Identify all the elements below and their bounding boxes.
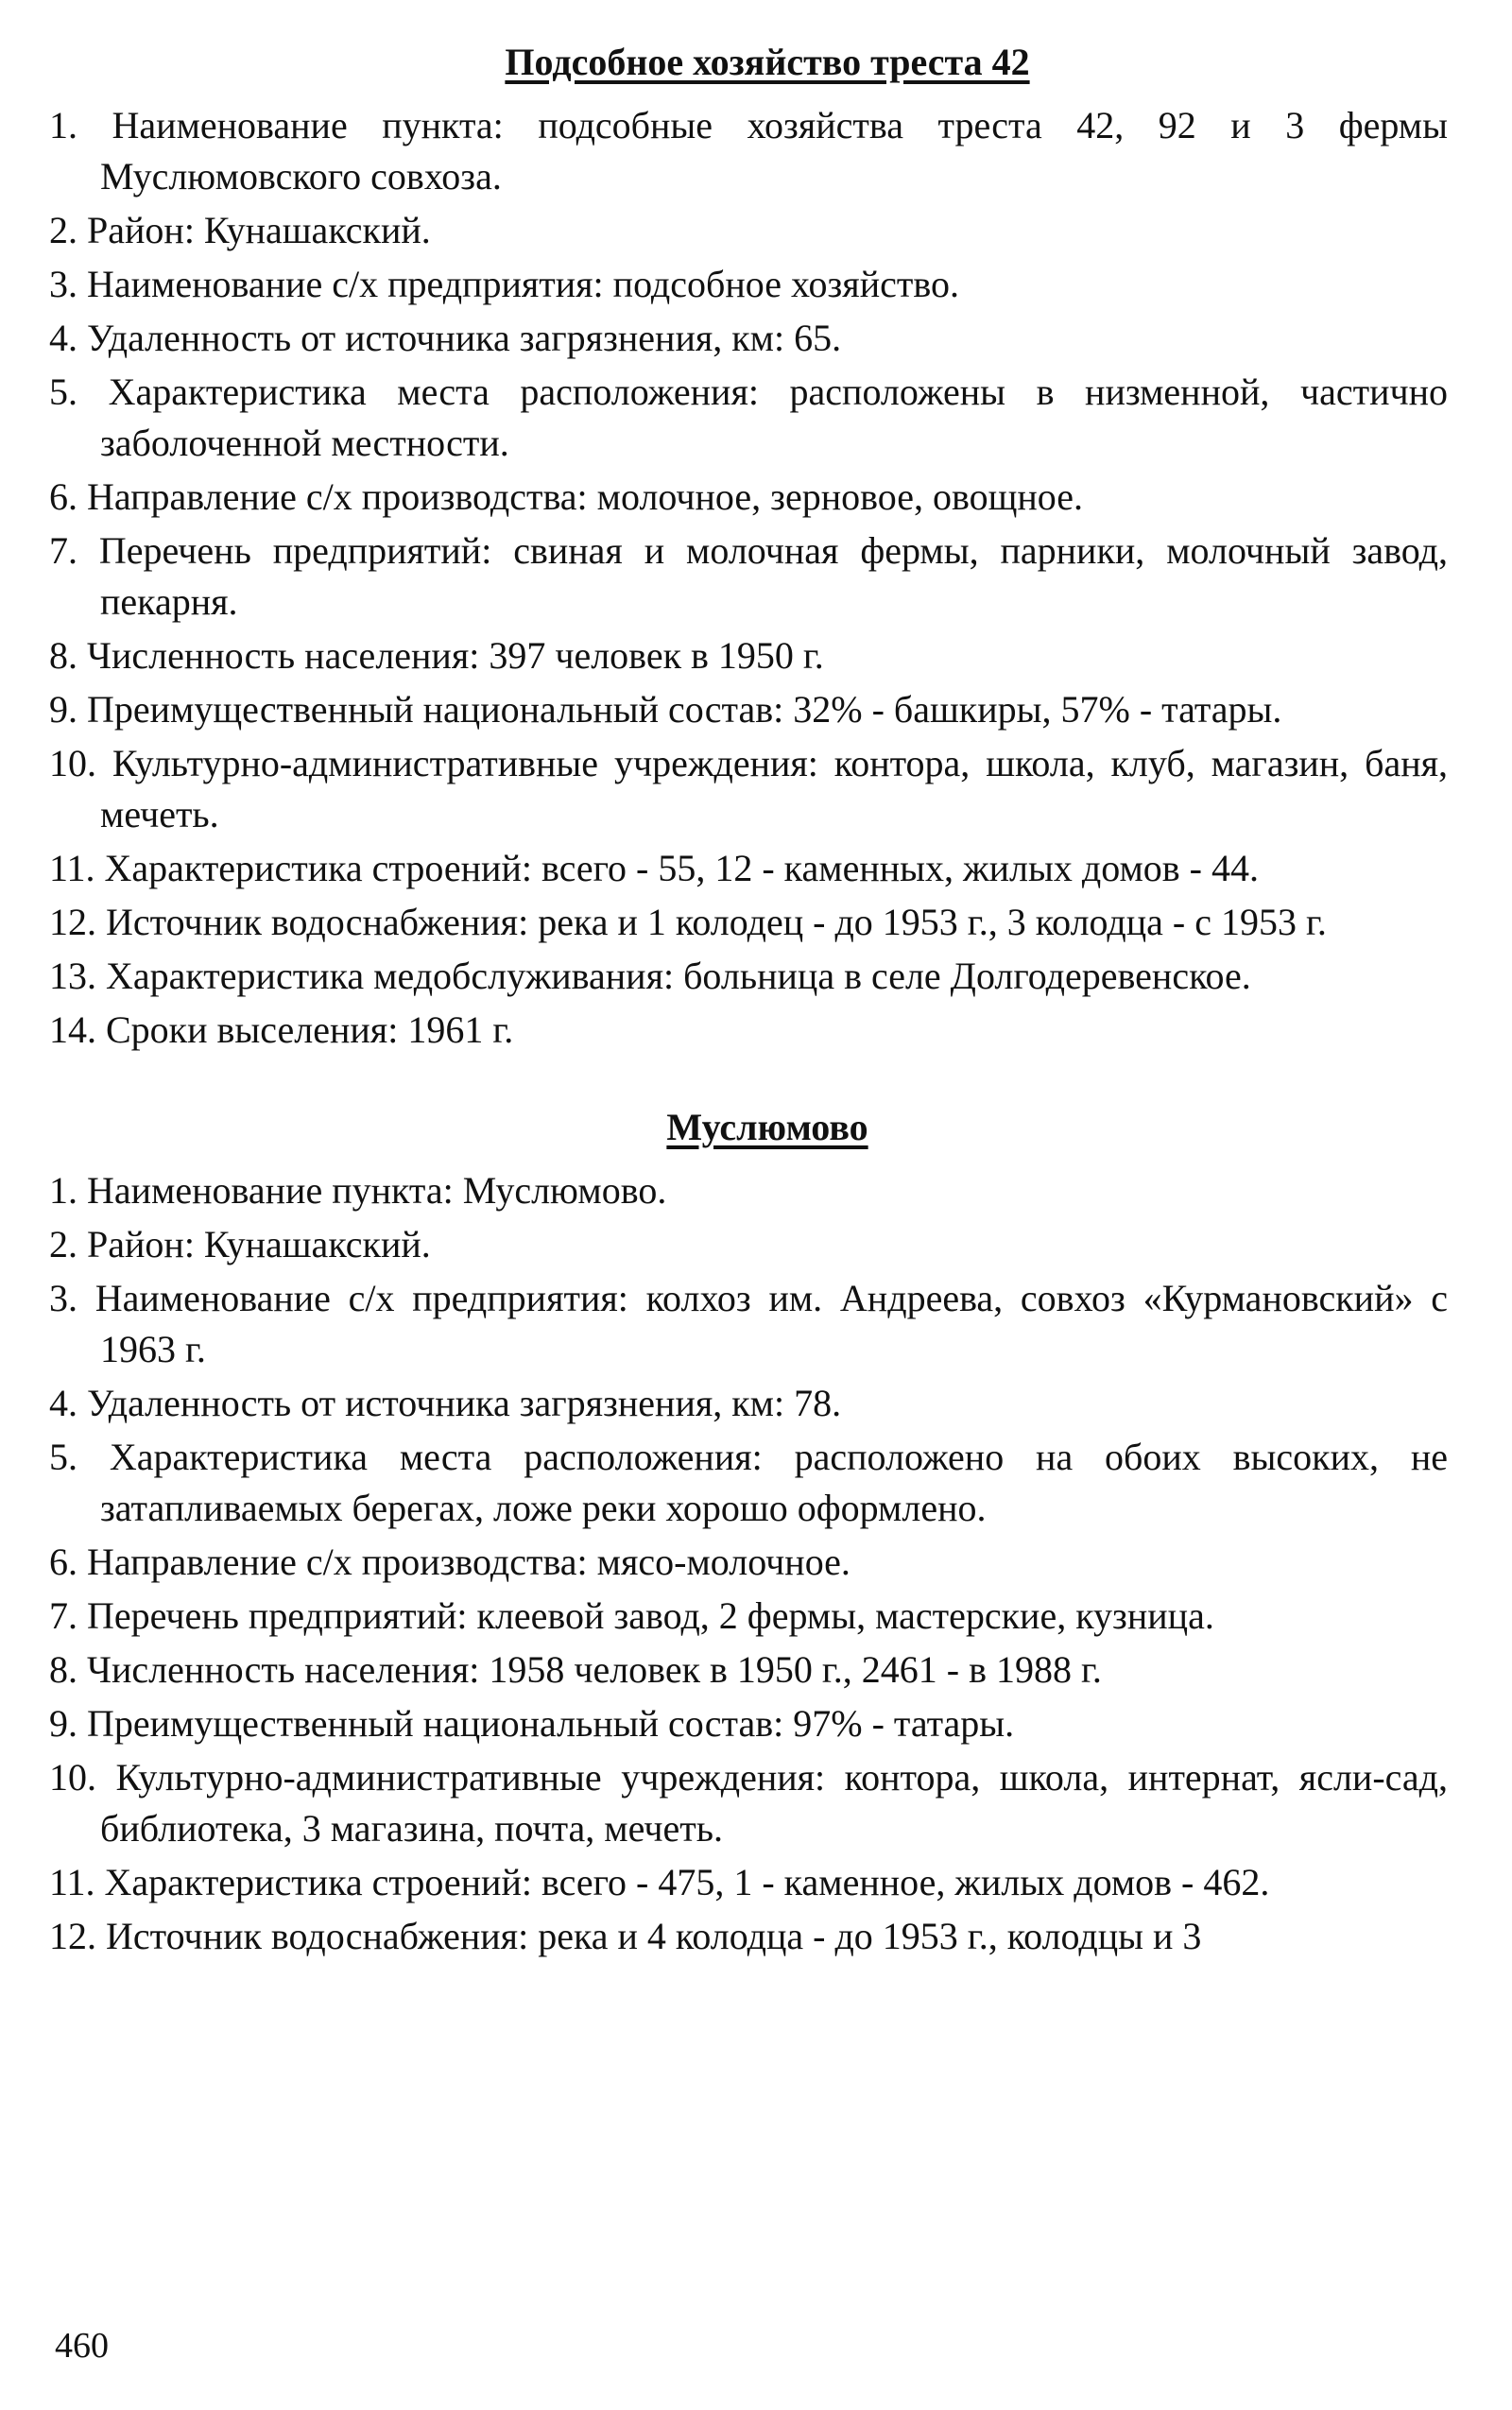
list-item: 4. Удаленность от источника загрязнения, км: 78. — [49, 1382, 842, 1424]
list-item: 9. Преимущественный национальный состав: 32% - башкиры, 57% - татары. — [49, 688, 1282, 731]
section-list-trust-42 — [49, 100, 1448, 1056]
list-item: 12. Источник водоснабжения: река и 1 колодец - до 1953 г., 3 колодца - с 1953 г. — [49, 901, 1327, 943]
list-item: 13. Характеристика медобслуживания: больница в селе Долгодеревенское. — [49, 955, 1251, 997]
section-list-muslyumovo — [49, 1165, 1448, 1962]
list-item: 3. Наименование с/х предприятия: подсобное хозяйство. — [49, 263, 959, 305]
section-title-trust-42: Подсобное хозяйство треста 42 — [505, 41, 1030, 83]
list-item: 8. Численность населения: 1958 человек в 1950 г., 2461 - в 1988 г. — [49, 1648, 1102, 1691]
list-item: 1. Наименование пункта: подсобные хозяйства треста 42, 92 и 3 фермы Муслюмовского совхоза. — [49, 104, 1448, 198]
list-item: 10. Культурно-административные учреждения: контора, школа, клуб, магазин, баня, мечеть. — [49, 742, 1448, 835]
list-item: 4. Удаленность от источника загрязнения, км: 65. — [49, 317, 842, 359]
list-item: 2. Район: Кунашакский. — [49, 209, 431, 251]
list-item: 12. Источник водоснабжения: река и 4 колодца - до 1953 г., колодцы и 3 — [49, 1915, 1202, 1957]
list-item: 5. Характеристика места расположения: расположено на обоих высоких, не затапливаемых берегах, ложе реки хорошо оформлено. — [49, 1436, 1448, 1529]
list-item: 10. Культурно-административные учреждения: контора, школа, интернат, ясли-сад, библиотека, 3 магазина, почта, мечеть. — [49, 1756, 1448, 1850]
list-item: 2. Район: Кунашакский. — [49, 1223, 431, 1265]
list-item: 5. Характеристика места расположения: расположены в низменной, частично заболоченной местности. — [49, 370, 1448, 464]
list-item: 7. Перечень предприятий: свиная и молочная фермы, парники, молочный завод, пекарня. — [49, 529, 1448, 623]
list-item: 6. Направление с/х производства: молочное, зерновое, овощное. — [49, 475, 1084, 518]
list-item: 7. Перечень предприятий: клеевой завод, 2 фермы, мастерские, кузница. — [49, 1594, 1214, 1637]
list-item: 6. Направление с/х производства: мясо-молочное. — [49, 1541, 850, 1583]
list-item: 14. Сроки выселения: 1961 г. — [49, 1008, 514, 1051]
list-item: 11. Характеристика строений: всего - 475, 1 - каменное, жилых домов - 462. — [49, 1861, 1270, 1903]
list-item: 9. Преимущественный национальный состав: 97% - татары. — [49, 1702, 1015, 1745]
document-page — [49, 38, 1448, 1965]
page-number: 460 — [55, 2326, 109, 2366]
section-title-muslyumovo: Муслюмово — [666, 1106, 868, 1148]
list-item: 1. Наименование пункта: Муслюмово. — [49, 1169, 667, 1212]
list-item: 11. Характеристика строений: всего - 55, 12 - каменных, жилых домов - 44. — [49, 847, 1259, 889]
list-item: 3. Наименование с/х предприятия: колхоз им. Андреева, совхоз «Курмановский» с 1963 г. — [49, 1277, 1448, 1370]
list-item: 8. Численность населения: 397 человек в 1950 г. — [49, 634, 824, 677]
